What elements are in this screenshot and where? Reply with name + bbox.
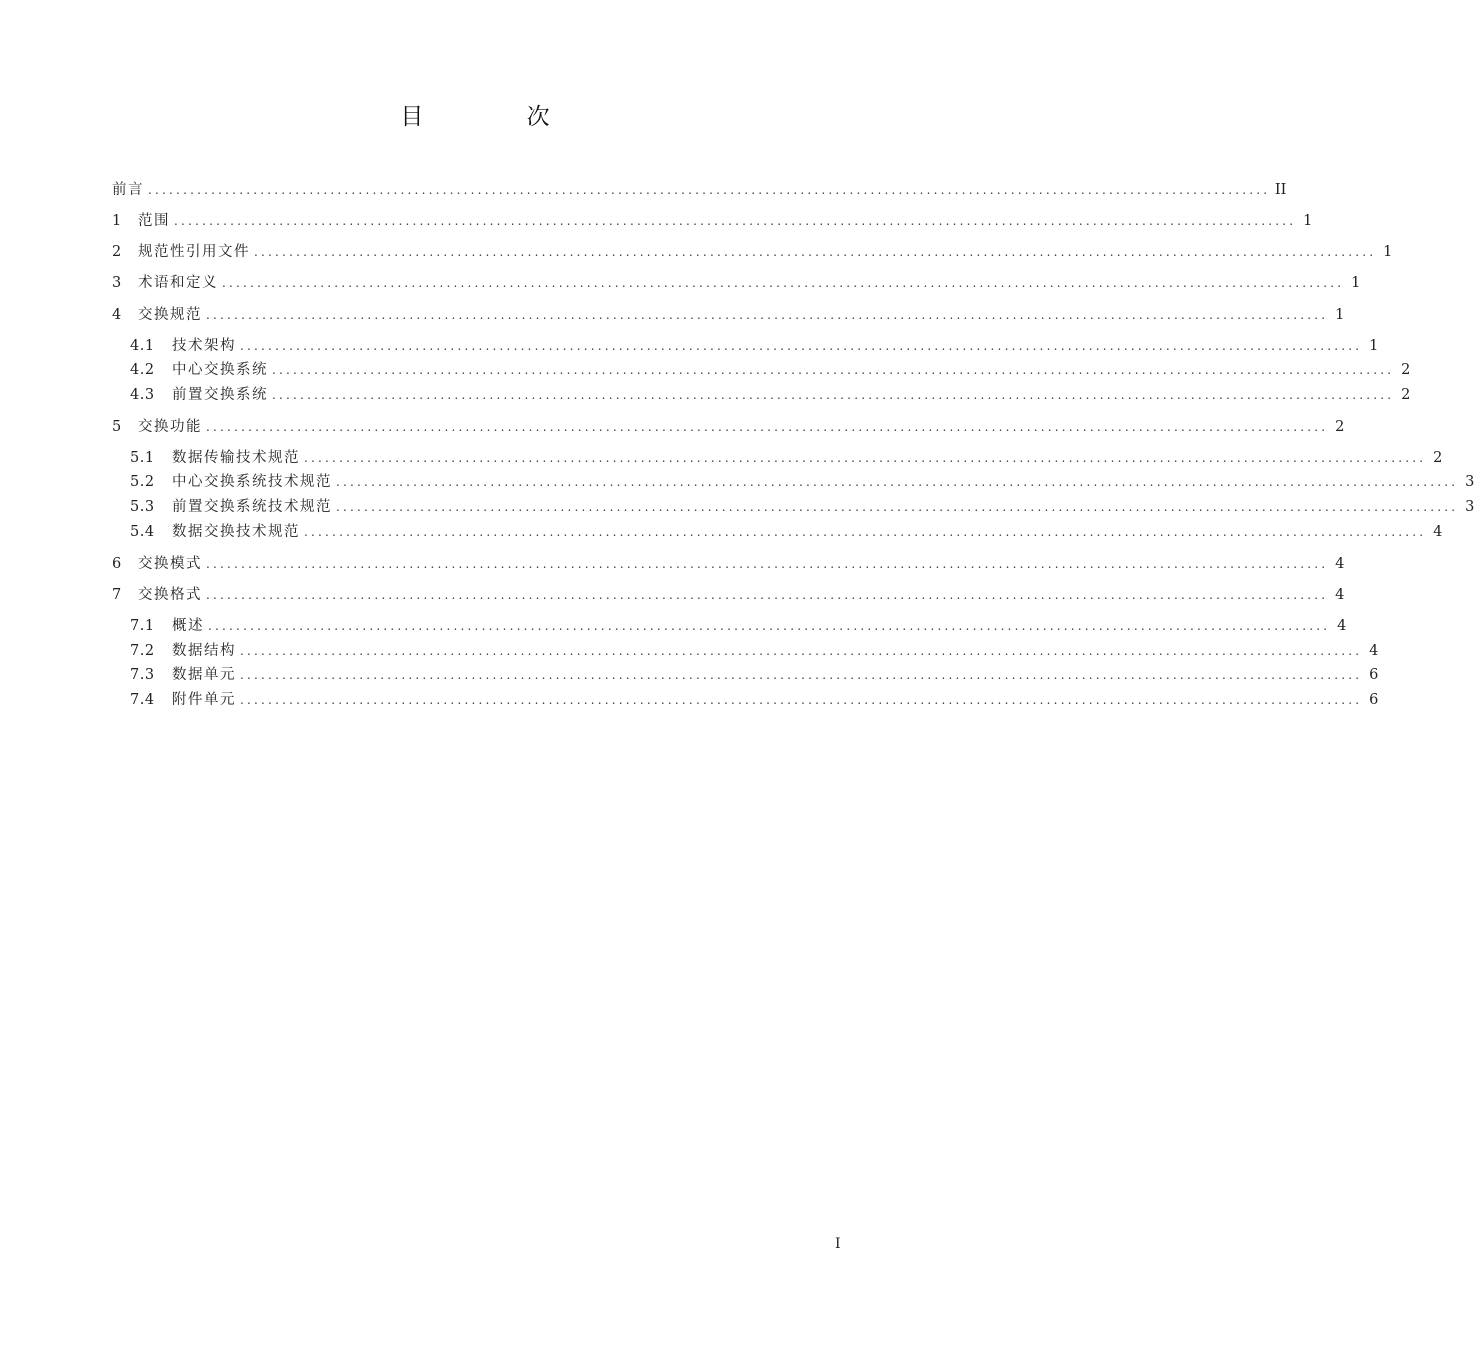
toc-entry-page: 4	[1337, 618, 1347, 634]
toc-entry-page: 3	[1465, 474, 1474, 490]
toc-entry[interactable]	[112, 304, 1345, 326]
toc-entry-number: 4.1	[130, 338, 155, 354]
footer-page-number: I	[835, 1236, 841, 1252]
toc-entry-label: 范围	[138, 213, 170, 229]
toc-subentry[interactable]	[112, 335, 1379, 357]
toc-entry-label: 交换规范	[138, 307, 202, 323]
toc-subentry[interactable]	[112, 359, 1411, 381]
toc-entry-label: 数据结构	[172, 643, 236, 659]
toc-leader-dots: ................................................................................................................................................................	[272, 363, 1395, 377]
toc-leader-dots: ................................................................................................................................................................	[304, 525, 1427, 539]
toc-entry-page: 4	[1335, 587, 1345, 603]
toc-entry-label: 技术架构	[172, 338, 236, 354]
toc-entry-page: 6	[1369, 692, 1379, 708]
toc-entry-label: 前言	[112, 182, 144, 198]
toc-entry-number: 1	[112, 213, 122, 229]
toc-entry-label: 术语和定义	[138, 275, 218, 291]
toc-entry-page: 1	[1303, 213, 1313, 229]
toc-leader-dots: ................................................................................................................................................................	[206, 420, 1329, 434]
toc-leader-dots: ................................................................................................................................................................	[240, 644, 1363, 658]
toc-leader-dots: ................................................................................................................................................................	[148, 183, 1271, 197]
page-title: 目 次	[400, 104, 598, 130]
toc-entry-number: 5.1	[130, 450, 155, 466]
toc-leader-dots: ................................................................................................................................................................	[240, 339, 1363, 353]
toc-leader-dots: ................................................................................................................................................................	[206, 588, 1329, 602]
toc-subentry[interactable]	[112, 447, 1443, 469]
toc-leader-dots: ................................................................................................................................................................	[240, 668, 1363, 682]
toc-entry-label: 前置交换系统	[172, 387, 268, 403]
toc-entry-page: 2	[1433, 450, 1443, 466]
toc-leader-dots: ................................................................................................................................................................	[254, 245, 1377, 259]
toc-entry-page: 1	[1335, 307, 1345, 323]
toc-entry-page: 1	[1369, 338, 1379, 354]
toc-entry-number: 7.1	[130, 618, 155, 634]
toc-subentry[interactable]	[112, 664, 1379, 686]
toc-entry[interactable]	[112, 553, 1345, 575]
toc-entry-label: 中心交换系统技术规范	[172, 474, 332, 490]
toc-entry-number: 5.2	[130, 474, 155, 490]
toc-entry-page: 1	[1351, 275, 1361, 291]
toc-entry-label: 中心交换系统	[172, 362, 268, 378]
toc-entry-number: 7	[112, 587, 122, 603]
toc-entry[interactable]	[112, 210, 1313, 232]
toc-subentry[interactable]	[112, 384, 1411, 406]
toc-entry-label: 概述	[172, 618, 204, 634]
toc-entry-label: 数据传输技术规范	[172, 450, 300, 466]
toc-entry-number: 6	[112, 556, 122, 572]
toc-entry-number: 5	[112, 419, 122, 435]
toc-entry-label: 附件单元	[172, 692, 236, 708]
toc-leader-dots: ................................................................................................................................................................	[336, 500, 1459, 514]
toc-leader-dots: ................................................................................................................................................................	[222, 276, 1345, 290]
toc-leader-dots: ................................................................................................................................................................	[206, 557, 1329, 571]
toc-subentry[interactable]	[112, 689, 1379, 711]
toc-subentry[interactable]	[112, 521, 1443, 543]
toc-entry-page: 4	[1433, 524, 1443, 540]
toc-entry[interactable]	[112, 241, 1393, 263]
toc-entry-label: 数据交换技术规范	[172, 524, 300, 540]
toc-leader-dots: ................................................................................................................................................................	[208, 619, 1331, 633]
toc-entry-number: 3	[112, 275, 122, 291]
toc-entry-label: 交换功能	[138, 419, 202, 435]
toc-entry-page: 2	[1335, 419, 1345, 435]
toc-entry[interactable]	[112, 179, 1287, 201]
toc-entry-number: 7.4	[130, 692, 155, 708]
toc-entry-number: 4.3	[130, 387, 155, 403]
toc-subentry[interactable]	[112, 615, 1347, 637]
toc-subentry[interactable]	[112, 496, 1474, 518]
toc-entry-page: 2	[1401, 362, 1411, 378]
toc-subentry[interactable]	[112, 471, 1474, 493]
toc-subentry[interactable]	[112, 640, 1379, 662]
toc-entry-page: II	[1274, 182, 1287, 198]
toc-entry-number: 2	[112, 244, 122, 260]
toc-entry-number: 7.3	[130, 667, 155, 683]
toc-entry-page: 4	[1369, 643, 1379, 659]
toc-entry-page: 3	[1465, 499, 1474, 515]
toc-leader-dots: ................................................................................................................................................................	[272, 388, 1395, 402]
toc-entry-number: 4	[112, 307, 122, 323]
toc-entry-number: 5.3	[130, 499, 155, 515]
toc-entry[interactable]	[112, 584, 1345, 606]
toc-entry-number: 4.2	[130, 362, 155, 378]
toc-leader-dots: ................................................................................................................................................................	[240, 693, 1363, 707]
toc-entry-label: 交换模式	[138, 556, 202, 572]
toc-leader-dots: ................................................................................................................................................................	[304, 451, 1427, 465]
toc-entry-label: 数据单元	[172, 667, 236, 683]
toc-entry[interactable]	[112, 416, 1345, 438]
toc-entry-page: 6	[1369, 667, 1379, 683]
toc-entry-number: 7.2	[130, 643, 155, 659]
toc-entry-page: 1	[1383, 244, 1393, 260]
toc-leader-dots: ................................................................................................................................................................	[206, 308, 1329, 322]
toc-entry-label: 前置交换系统技术规范	[172, 499, 332, 515]
toc-entry-label: 规范性引用文件	[138, 244, 250, 260]
toc-entry-number: 5.4	[130, 524, 155, 540]
toc-entry-page: 4	[1335, 556, 1345, 572]
toc-entry-label: 交换格式	[138, 587, 202, 603]
toc-entry[interactable]	[112, 272, 1361, 294]
toc-leader-dots: ................................................................................................................................................................	[336, 475, 1459, 489]
toc-entry-page: 2	[1401, 387, 1411, 403]
toc-leader-dots: ................................................................................................................................................................	[174, 214, 1297, 228]
